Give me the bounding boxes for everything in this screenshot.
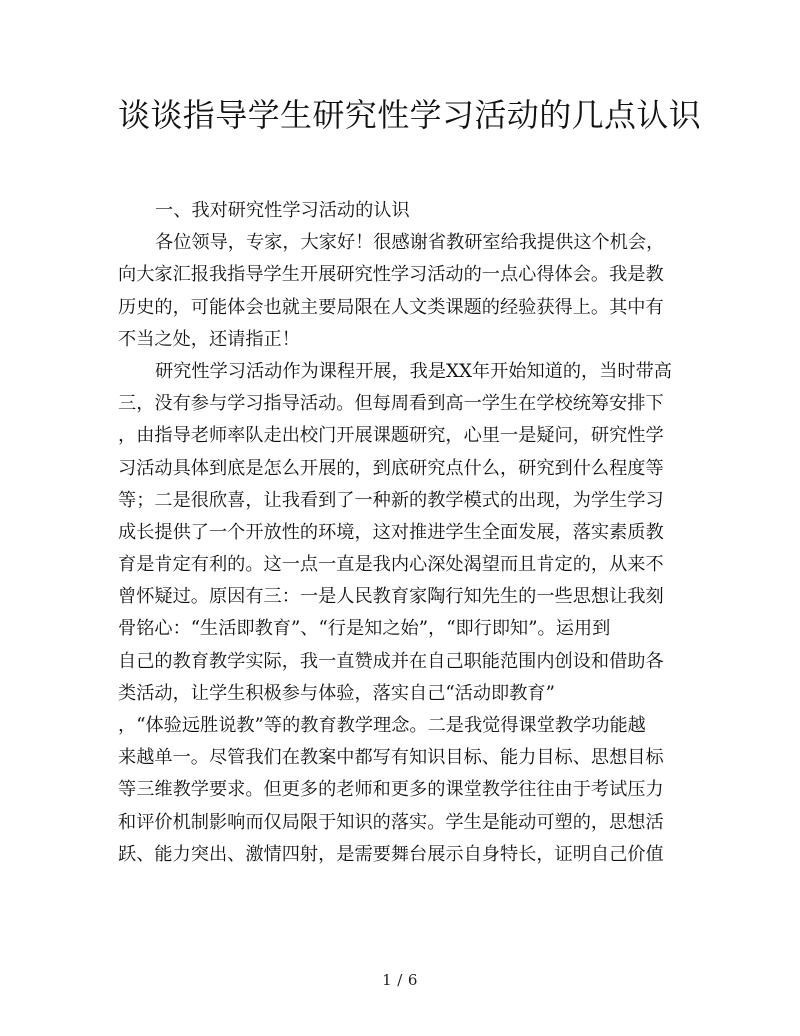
- body-line: 习活动具体到底是怎么开展的，到底研究点什么，研究到什么程度等: [118, 457, 664, 479]
- body-line: 等三维教学要求。但更多的老师和更多的课堂教学往往由于考试压力: [118, 779, 664, 801]
- body-line: 历史的，可能体会也就主要局限在人文类课题的经验获得上。其中有: [118, 296, 664, 318]
- body-line: 类活动，让学生积极参与体验，落实自己“活动即教育”: [118, 682, 555, 704]
- body-line: 曾怀疑过。原因有三：一是人民教育家陶行知先生的一些思想让我刻: [118, 586, 664, 608]
- document-body: [118, 195, 682, 871]
- page-number: 1 / 6: [382, 971, 418, 989]
- body-line: 跃、能力突出、激情四射，是需要舞台展示自身特长，证明自己价值: [118, 843, 664, 865]
- body-line: ，由指导老师率队走出校门开展课题研究，心里一是疑问，研究性学: [118, 425, 664, 447]
- body-line: ，“体验远胜说教”等的教育教学理念。二是我觉得课堂教学功能越: [118, 715, 646, 736]
- body-line: 和评价机制影响而仅局限于知识的落实。学生是能动可塑的，思想活: [118, 811, 664, 833]
- body-line: 各位领导，专家，大家好！很感谢省教研室给我提供这个机会，: [155, 232, 665, 254]
- body-line: 自己的教育教学实际，我一直赞成并在自己职能范围内创设和借助各: [118, 650, 664, 672]
- body-line: 研究性学习活动作为课程开展，我是XX年开始知道的，当时带高: [155, 360, 672, 382]
- body-line: 育是肯定有利的。这一点一直是我内心深处渴望而且肯定的，从来不: [118, 554, 664, 576]
- body-line: 等；二是很欣喜，让我看到了一种新的教学模式的出现，为学生学习: [118, 489, 664, 511]
- body-line: 向大家汇报我指导学生开展研究性学习活动的一点心得体会。我是教: [118, 264, 664, 286]
- body-line: 三，没有参与学习指导活动。但每周看到高一学生在学校统筹安排下: [118, 393, 664, 415]
- body-line: 成长提供了一个开放性的环境，这对推进学生全面发展，落实素质教: [118, 521, 664, 543]
- section-heading: 一、我对研究性学习活动的认识: [155, 200, 410, 221]
- body-line: 不当之处，还请指正！: [118, 328, 300, 350]
- body-line: 骨铭心：“生活即教育”、“行是知之始”，“即行即知”。运用到: [118, 618, 611, 640]
- body-line: 来越单一。尽管我们在教案中都写有知识目标、能力目标、思想目标: [118, 747, 664, 769]
- document-title: 谈谈指导学生研究性学习活动的几点认识: [118, 96, 702, 134]
